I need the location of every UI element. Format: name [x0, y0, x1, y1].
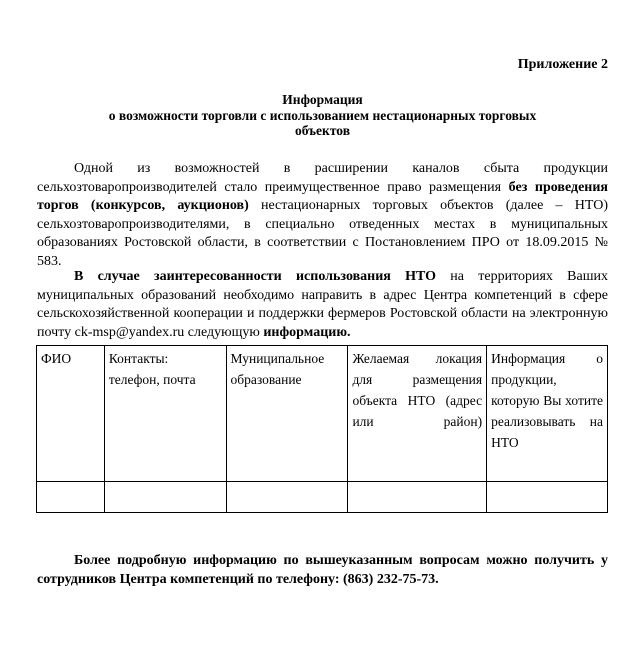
header-cell-contacts: Контакты: телефон, почта: [104, 346, 226, 482]
header-cell-product-info: Информация о продукции, которую Вы хотите реализовывать на НТО: [487, 346, 608, 482]
paragraph-2-bold-a: В случае заинтересованности использования НТО: [74, 269, 437, 284]
table-empty-row: [37, 482, 608, 513]
paragraph-1-bold: без проведения торгов (конкурсов, аукционов): [37, 179, 609, 214]
table-header-row: [37, 346, 608, 482]
footer-text: Более подробную информацию по вышеуказанным вопросам можно получить у сотрудников Центра компетенций по телефону: (863) 232-75-73.: [37, 553, 608, 587]
empty-cell[interactable]: [487, 482, 608, 513]
paragraph-1-text-b: нестационарных торговых объектов (далее – НТО) сельхозтоваропроизводителями, в специально отведенных местах в муниципальных образованиях Ростовской области, в соответствии с Постановлением ПРО от 18.09.2015 № 583.: [37, 198, 608, 269]
header-cell-location: Желаемая локация для размещения объекта НТО (адрес или район): [348, 346, 487, 482]
paragraph-2-bold-b: информацию.: [263, 324, 351, 340]
nto-info-table: [36, 345, 608, 513]
header-cell-municipality: Муниципальное образование: [226, 346, 348, 482]
header-cell-fio: ФИО: [37, 346, 105, 482]
paragraph-2: [37, 268, 608, 342]
empty-cell[interactable]: [104, 482, 226, 513]
footer-note: [37, 551, 608, 589]
title-line-2: о возможности торговли с использованием нестационарных торговых: [108, 108, 537, 123]
paragraph-1-text-a: Одной из возможностей в расширении каналов сбыта продукции сельхозтоваропроизводителей стало преимущественное право размещения: [37, 161, 608, 195]
title-line-3: объектов: [295, 123, 350, 138]
title-line-1: Информация: [282, 92, 363, 107]
empty-cell[interactable]: [348, 482, 487, 513]
empty-cell[interactable]: [37, 482, 105, 513]
paragraph-2-text: на территориях Ваших муниципальных образований необходимо направить в адрес Центра компетенций в сфере сельскохозяйственной кооперации и поддержки фермеров Ростовской области на электронную почту ck-msp@yandex.ru следующую: [37, 269, 608, 340]
empty-cell[interactable]: [226, 482, 348, 513]
appendix-label: Приложение 2: [517, 57, 608, 72]
paragraph-1: [37, 160, 608, 272]
